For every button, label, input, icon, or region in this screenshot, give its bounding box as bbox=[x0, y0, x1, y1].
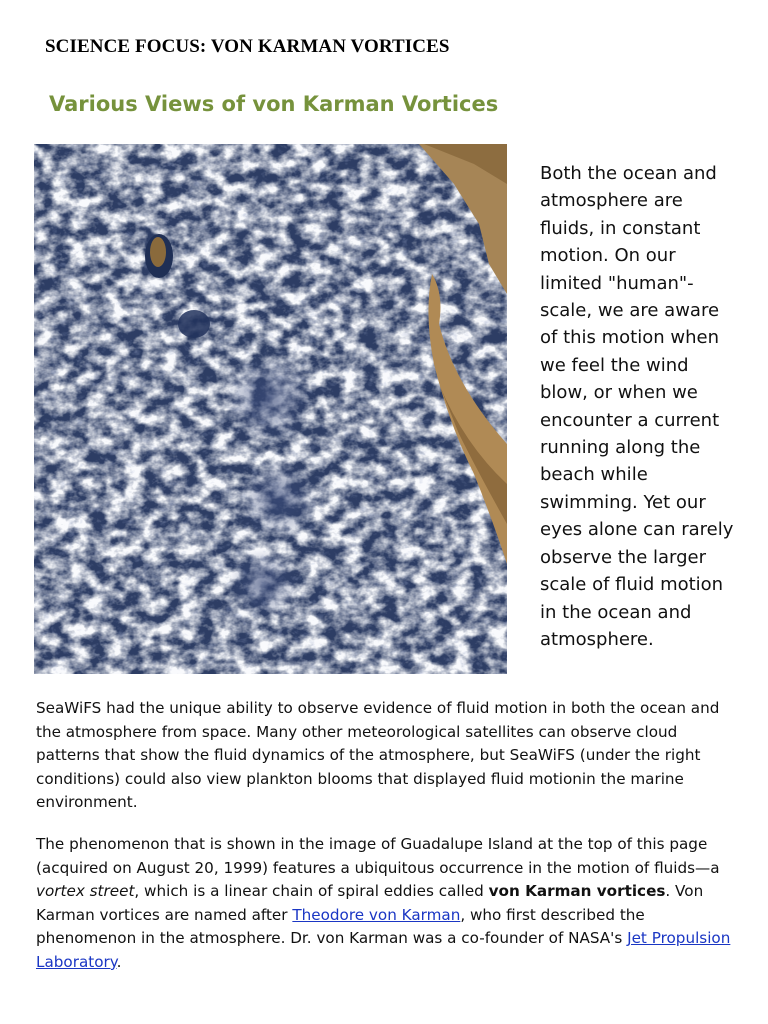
para2-text-3: . Von Karman vortices are named after bbox=[36, 882, 704, 924]
guadalupe-island bbox=[150, 237, 166, 267]
vortex-2 bbox=[239, 459, 319, 539]
satellite-image bbox=[34, 144, 507, 674]
vortex-3 bbox=[229, 549, 299, 619]
para2-text-2: , which is a linear chain of spiral eddies called bbox=[134, 882, 489, 901]
paragraph-seawifs: SeaWiFS had the unique ability to observe evidence of fluid motion in both the ocean and the atmosphere from space. Many other meteorological satellites can observe cloud patterns that show the fluid dynamics of the atmosphere, but SeaWiFS (under the right conditions) could also view plankton blooms that displayed fluid motionin the marine environment. bbox=[36, 699, 720, 812]
side-paragraph: Both the ocean and atmosphere are fluids, in constant motion. On our limited "human"-scale, we are aware of this motion when we feel the wind blow, or when we encounter a current running along the beach while swimming. Yet our eyes alone can rarely observe the larger scale of fluid motion in the ocean and atmosphere. bbox=[540, 163, 734, 650]
vortex-1 bbox=[224, 354, 314, 444]
page-header: SCIENCE FOCUS: VON KARMAN VORTICES bbox=[45, 36, 450, 57]
von-karman-vortices-term: von Karman vortices bbox=[488, 882, 666, 901]
jet-propulsion-laboratory-link[interactable]: Jet Propulsion Laboratory bbox=[36, 929, 731, 971]
para2-text-4: , who first described the phenomenon in the atmosphere. Dr. von Karman was a co-founder of NASA's bbox=[36, 905, 645, 948]
vortex-eye-1 bbox=[178, 310, 210, 338]
para2-text-5: . bbox=[116, 952, 122, 971]
vortex-street-term: vortex street bbox=[36, 882, 135, 901]
theodore-von-karman-link[interactable]: Theodore von Karman bbox=[292, 905, 461, 924]
page-title: Various Views of von Karman Vortices bbox=[49, 92, 499, 116]
paragraph-phenomenon bbox=[36, 833, 736, 975]
para2-text-1: The phenomenon that is shown in the image of Guadalupe Island at the top of this page (acquired on August 20, 1999) features a ubiquitous occurrence in the motion of fluids—a bbox=[36, 835, 720, 877]
